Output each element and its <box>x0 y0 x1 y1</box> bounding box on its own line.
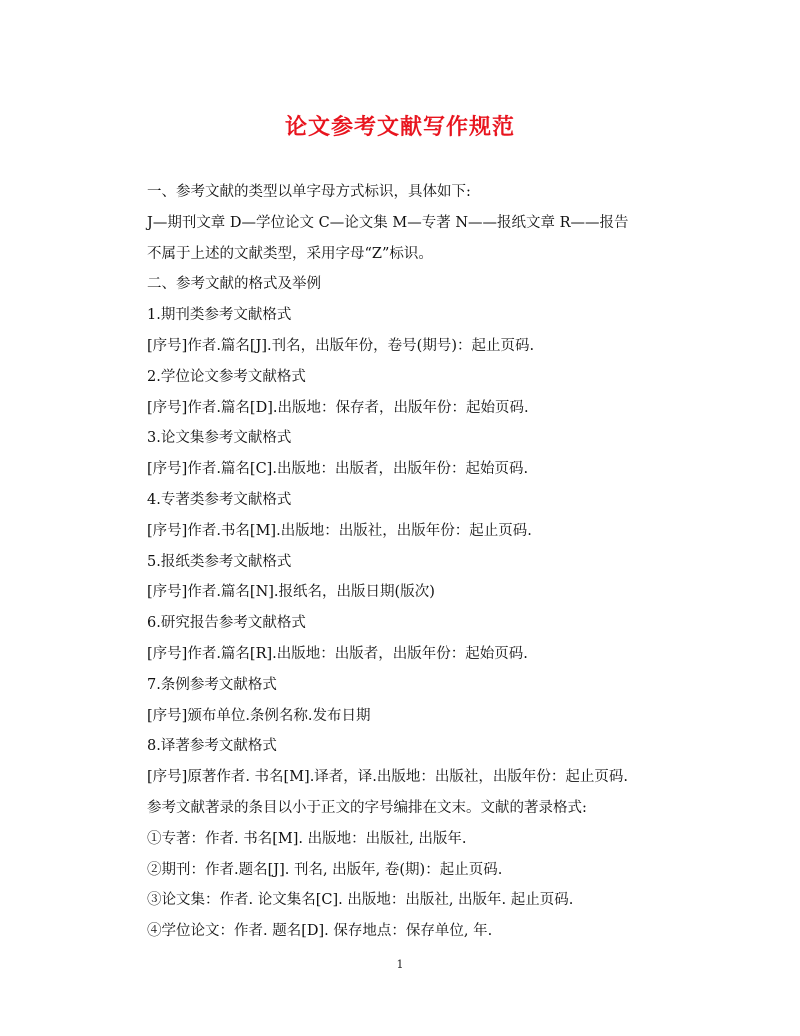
paragraph-line: 参考文献著录的条目以小于正文的字号编排在文末。文献的著录格式: <box>147 799 587 816</box>
paragraph-line: 一、参考文献的类型以单字母方式标识，具体如下: <box>147 184 471 200</box>
subsection-heading: 1.期刊类参考文献格式 <box>147 307 292 324</box>
subsection-heading: 2.学位论文参考文献格式 <box>147 368 306 385</box>
format-line: [序号]作者.篇名[C].出版地：出版者，出版年份：起始页码. <box>147 461 529 478</box>
format-line: [序号]原著作者. 书名[M].译者，译.出版地：出版社，出版年份：起止页码. <box>147 769 629 786</box>
section-heading: 二、参考文献的格式及举例 <box>147 276 321 293</box>
example-line: ①专著：作者. 书名[M]. 出版地：出版社, 出版年. <box>147 830 467 847</box>
subsection-heading: 6.研究报告参考文献格式 <box>147 615 306 632</box>
subsection-heading: 8.译著参考文献格式 <box>147 738 277 755</box>
paragraph-line: J—期刊文章 D—学位论文 C—论文集 M—专著 N——报纸文章 R——报告 <box>147 214 629 231</box>
subsection-heading: 3.论文集参考文献格式 <box>147 430 292 447</box>
format-line: [序号]作者.篇名[J].刊名，出版年份，卷号(期号)：起止页码. <box>147 337 535 354</box>
example-line: ③论文集：作者. 论文集名[C]. 出版地：出版社, 出版年. 起止页码. <box>147 892 574 909</box>
format-line: [序号]颁布单位.条例名称.发布日期 <box>147 707 371 724</box>
format-line: [序号]作者.书名[M].出版地：出版社，出版年份：起止页码. <box>147 522 532 539</box>
format-line: [序号]作者.篇名[D].出版地：保存者，出版年份：起始页码. <box>147 399 529 416</box>
format-line: [序号]作者.篇名[R].出版地：出版者，出版年份：起始页码. <box>147 645 528 662</box>
subsection-heading: 5.报纸类参考文献格式 <box>147 553 292 570</box>
document-body <box>147 177 707 947</box>
document-title: 论文参考文献写作规范 <box>284 114 515 140</box>
paragraph-line: 不属于上述的文献类型，采用字母“Z”标识。 <box>147 245 433 262</box>
subsection-heading: 4.专著类参考文献格式 <box>147 491 292 508</box>
subsection-heading: 7.条例参考文献格式 <box>147 676 277 693</box>
example-line: ④学位论文：作者. 题名[D]. 保存地点：保存单位, 年. <box>147 923 493 940</box>
example-line: ②期刊：作者.题名[J]. 刊名, 出版年, 卷(期)：起止页码. <box>147 861 503 878</box>
page-number: 1 <box>396 958 404 971</box>
format-line: [序号]作者.篇名[N].报纸名，出版日期(版次) <box>147 584 435 601</box>
